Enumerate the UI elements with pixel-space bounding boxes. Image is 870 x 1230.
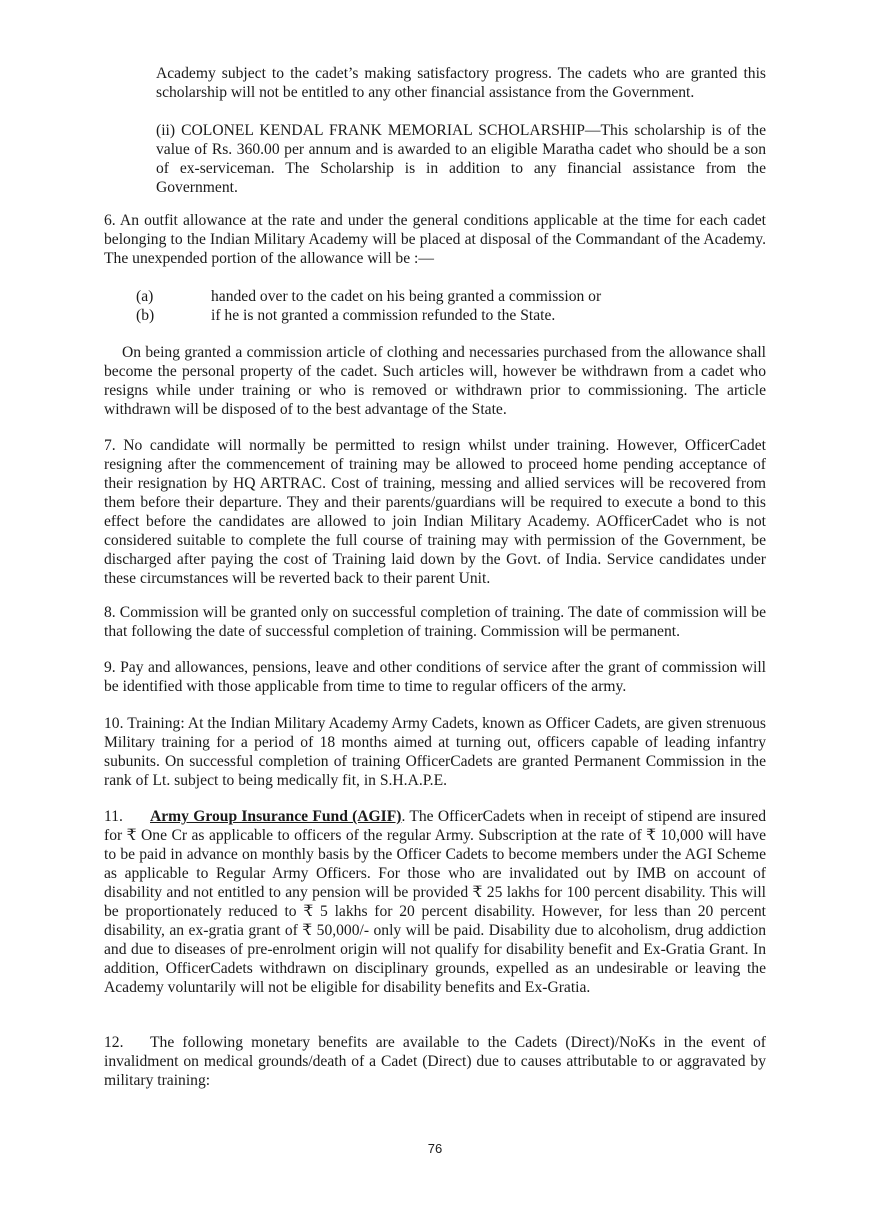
paragraph-text: 10. Training: At the Indian Military Academy Army Cadets, known as Officer Cadets, are given strenuous Military training for a period of 18 months aimed at turning out, officers capable of leading infantry subunits. On successful completion of training OfficerCadets are granted Permanent Commission in the rank of Lt. subject to being medically fit, in S.H.A.P.E.	[104, 715, 766, 789]
section-11	[104, 807, 766, 997]
list-text: if he is not granted a commission refunded to the State.	[211, 307, 556, 324]
list-text: handed over to the cadet on his being granted a commission or	[211, 288, 602, 305]
paragraph-text	[104, 1033, 766, 1090]
paragraph-text	[104, 807, 766, 997]
section-12	[104, 1033, 766, 1090]
paragraph-text: 7. No candidate will normally be permitted to resign whilst under training. However, OfficerCadet resigning after the commencement of training may be allowed to proceed home pending acceptance of their resignation by HQ ARTRAC. Cost of training, messing and allied services will be recovered from them before their departure. They and their parents/guardians will be required to execute a bond to this effect before the candidates are allowed to join Indian Military Academy. AOfficerCadet who is not considered suitable to complete the full course of training may with permission of the Government, be discharged after paying the cost of Training laid down by the Govt. of India. Service candidates under these circumstances will be reverted back to their parent Unit.	[104, 437, 766, 587]
page-number: 76	[427, 1141, 443, 1156]
section-9	[104, 658, 766, 696]
scholarship-continuation	[156, 64, 766, 102]
section-8	[104, 603, 766, 641]
paragraph-text: On being granted a commission article of clothing and necessaries purchased from the allowance shall become the personal property of the cadet. Such articles will, however be withdrawn from a cadet who resigns while under training or who is removed or withdrawn prior to commissioning. The article withdrawn will be disposed of to the best advantage of the State.	[104, 344, 766, 418]
section-number: 11.	[104, 808, 123, 825]
paragraph-text: 8. Commission will be granted only on successful completion of training. The date of commission will be that following the date of successful completion of training. Commission will be permanent.	[104, 604, 766, 640]
section-text: The OfficerCadets when in receipt of stipend are insured for ₹ One Cr as applicable to officers of the regular Army. Subscription at the rate of ₹ 10,000 will have to be paid in advance on monthly basis by the Officer Cadets to become members under the AGI Scheme as applicable to Regular Army Officers. For those who are invalidated out by IMB on account of disability and not entitled to any pension will be provided ₹ 25 lakhs for 100 percent disability. This will be proportionately reduced to ₹ 5 lakhs for 20 percent disability. However, for less than 20 percent disability, an ex-gratia grant of ₹ 50,000/- only will be paid. Disability due to alcoholism, drug addiction and due to diseases of pre-enrolment origin will not qualify for disability benefit and Ex-Gratia Grant. In addition, OfficerCadets withdrawn on disciplinary grounds, expelled as an undesirable or leaving the Academy voluntarily will not be eligible for disability benefits and Ex-Gratia.	[104, 808, 766, 996]
section-6	[104, 211, 766, 268]
section-6-continued	[104, 343, 766, 419]
section-number: 12.	[104, 1034, 124, 1051]
section-heading: Army Group Insurance Fund (AGIF)	[150, 808, 402, 825]
section-7	[104, 436, 766, 588]
paragraph-text: 9. Pay and allowances, pensions, leave and other conditions of service after the grant of commission will be identified with those applicable from time to time to regular officers of the army.	[104, 659, 766, 695]
section-text: The following monetary benefits are available to the Cadets (Direct)/NoKs in the event of invalidment on medical grounds/death of a Cadet (Direct) due to causes attributable to or aggravated by military training:	[104, 1034, 766, 1089]
heading-period: .	[401, 808, 406, 825]
list-label: (a)	[136, 288, 154, 305]
list-label: (b)	[136, 307, 155, 324]
paragraph-text: (ii) COLONEL KENDAL FRANK MEMORIAL SCHOLARSHIP—This scholarship is of the value of Rs. 360.00 per annum and is awarded to an eligible Maratha cadet who should be a son of ex-serviceman. The Scholarship is in addition to any financial assistance from the Government.	[156, 122, 766, 196]
section-10	[104, 714, 766, 790]
paragraph-text: Academy subject to the cadet’s making satisfactory progress. The cadets who are granted this scholarship will not be entitled to any other financial assistance from the Government.	[156, 65, 766, 101]
scholarship-ii	[156, 121, 766, 197]
paragraph-text: 6. An outfit allowance at the rate and under the general conditions applicable at the time for each cadet belonging to the Indian Military Academy will be placed at disposal of the Commandant of the Academy. The unexpended portion of the allowance will be :—	[104, 212, 766, 267]
